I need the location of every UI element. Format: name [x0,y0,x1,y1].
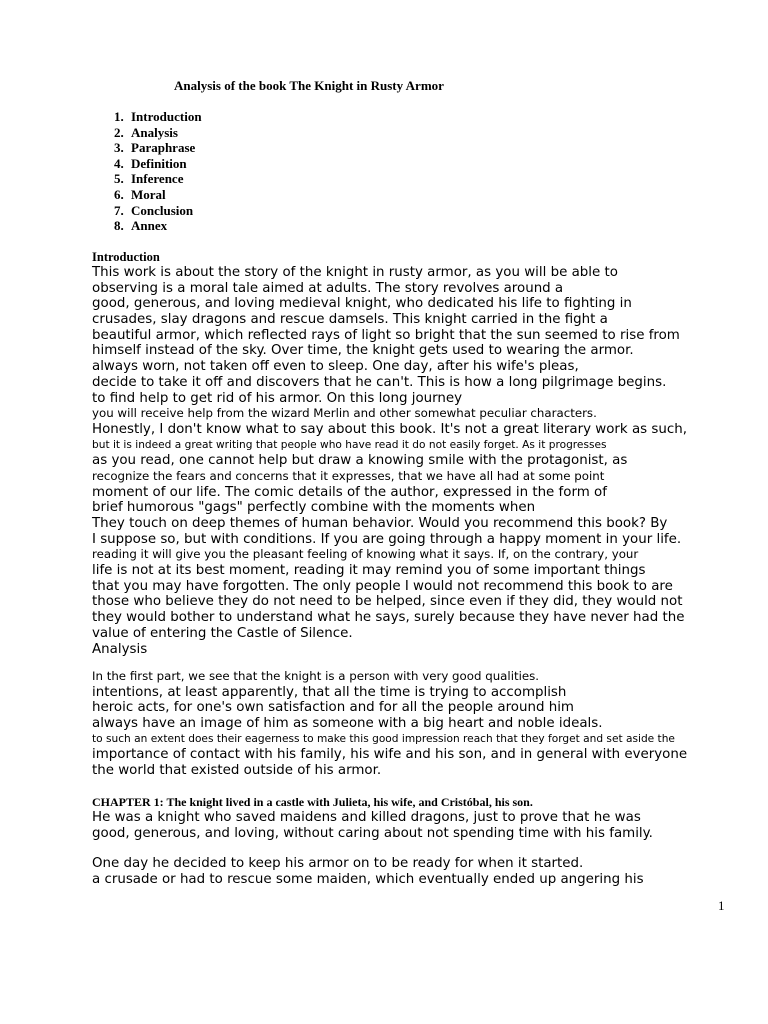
body-line: reading it will give you the pleasant feeling of knowing what it says. If, on the contrary, your [92,547,639,562]
document-title: Analysis of the book The Knight in Rusty Armor [174,78,444,93]
toc-item [114,187,202,203]
body-line: brief humorous "gags" perfectly combine with the moments when [92,500,536,516]
toc-label: Moral [131,186,166,202]
toc-label: Conclusion [131,202,194,218]
body-line: those who believe they do not need to be helped, since even if they did, they would not [92,594,683,610]
chapter-body-2 [92,856,644,887]
toc-item [114,109,202,125]
body-line: but it is indeed a great writing that people who have read it do not easily forget. As it progresses [92,438,607,451]
toc-number: 3. [114,140,124,156]
body-line: beautiful armor, which reflected rays of light so bright that the sun seemed to rise from [92,327,680,343]
body-line: importance of contact with his family, his wife and his son, and in general with everyone [92,747,688,763]
page-number: 1 [718,898,725,913]
toc-label: Paraphrase [131,140,196,156]
body-line: value of entering the Castle of Silence. [92,625,353,641]
body-line: crusades, slay dragons and rescue damsels. This knight carried in the fight a [92,312,608,328]
toc-label: Definition [131,155,187,171]
toc-number: 8. [114,218,124,234]
body-line: they would bother to understand what he says, surely because they have never had the [92,610,685,626]
toc-number: 2. [114,124,124,140]
body-line: Honestly, I don't know what to say about this book. It's not a great literary work as such, [92,421,687,437]
body-line: intentions, at least apparently, that all the time is trying to accomplish [92,684,567,700]
toc-item [114,218,202,234]
toc-label: Introduction [131,109,202,124]
toc-number: 6. [114,186,124,202]
body-line: good, generous, and loving medieval knight, who dedicated his life to fighting in [92,296,632,312]
toc-label: Annex [131,218,168,234]
toc-number: 7. [114,202,124,218]
introduction-body [92,265,687,657]
body-line: himself instead of the sky. Over time, the knight gets used to wearing the armor. [92,343,634,359]
body-line: life is not at its best moment, reading it may remind you of some important things [92,563,646,579]
body-line: heroic acts, for one's own satisfaction and for all the people around him [92,700,574,716]
toc-number: 1. [114,109,124,124]
chapter-heading: CHAPTER 1: The knight lived in a castle with Julieta, his wife, and Cristóbal, his son. [92,795,533,809]
body-line: the world that existed outside of his armor. [92,763,382,779]
toc-item [114,156,202,172]
body-line: He was a knight who saved maidens and killed dragons, just to prove that he was [92,810,641,825]
toc-number: 5. [114,171,124,187]
body-line: observing is a moral tale aimed at adults. The story revolves around a [92,280,564,296]
analysis-body [92,669,687,779]
body-line: recognize the fears and concerns that it expresses, that we have all had at some point [92,468,605,483]
chapter-body-1 [92,810,653,841]
body-line: you will receive help from the wizard Merlin and other somewhat peculiar characters. [92,406,597,421]
body-line: One day he decided to keep his armor on to be ready for when it started. [92,856,584,871]
body-line: always have an image of him as someone with a big heart and noble ideals. [92,716,603,732]
body-line: to such an extent does their eagerness to make this good impression reach that they forget and set aside the [92,732,675,745]
toc-number: 4. [114,155,124,171]
body-line: They touch on deep themes of human behavior. Would you recommend this book? By [92,516,668,531]
body-line: In the first part, we see that the knight is a person with very good qualities. [92,669,540,683]
toc-label: Analysis [131,124,178,140]
toc-item [114,125,202,141]
body-line: to find help to get rid of his armor. On this long journey [92,390,463,406]
body-line: a crusade or had to rescue some maiden, which eventually ended up angering his [92,871,644,887]
body-line: good, generous, and loving, without caring about not spending time with his family. [92,825,653,841]
toc-item [114,171,202,187]
table-of-contents [114,109,202,234]
introduction-heading: Introduction [92,250,160,264]
body-line: always worn, not taken off even to sleep. One day, after his wife's pleas, [92,359,579,375]
body-line: decide to take it off and discovers that he can't. This is how a long pilgrimage begins. [92,374,667,390]
body-line: that you may have forgotten. The only people I would not recommend this book to are [92,578,673,594]
body-line: This work is about the story of the knight in rusty armor, as you will be able to [92,265,618,280]
body-line: as you read, one cannot help but draw a knowing smile with the protagonist, as [92,453,628,469]
body-line: moment of our life. The comic details of the author, expressed in the form of [92,484,607,500]
toc-label: Inference [131,171,184,187]
analysis-label: Analysis [92,641,148,657]
body-line: I suppose so, but with conditions. If you are going through a happy moment in your life. [92,531,682,547]
toc-item [114,203,202,219]
toc-item [114,140,202,156]
